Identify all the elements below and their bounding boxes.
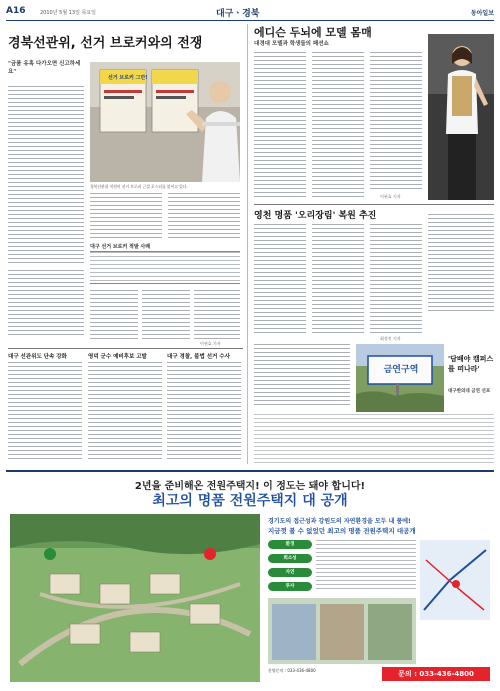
model-photo-illustration (428, 34, 494, 200)
lead-body-col1b (8, 270, 84, 338)
sign-photo-illustration (356, 344, 444, 412)
lead-photo (90, 62, 240, 182)
divider (8, 348, 243, 349)
short-story-2-body (88, 362, 162, 462)
section-title: 대구ㆍ경북 (216, 9, 260, 19)
lead-headline: 경북선관위, 선거 브로커와의 전쟁 (8, 36, 203, 51)
table-title: 대구 선거 브로커 적발 사례 (90, 244, 151, 250)
ad-pill-3: 자연 (268, 568, 312, 577)
feature-body-col2 (312, 52, 364, 200)
ad-right-title-1: 경기도의 접근성과 강원도의 자연환경을 모두 내 품에! (268, 518, 411, 525)
divider (254, 204, 494, 205)
lead-photo-caption: 경북선관위 직원이 선거 브로커 근절 포스터를 붙이고 있다. (90, 184, 188, 189)
lead-body-col3 (142, 290, 190, 340)
ad-phone-number[interactable]: 문의 : 033-436-4800 (382, 667, 490, 681)
newspaper-name: 동아일보 (470, 10, 494, 17)
right-bottom-listing (254, 414, 494, 464)
page-number: A16 (6, 6, 26, 16)
mid-right-body-lower (254, 344, 350, 408)
ad-location-illustration (420, 540, 490, 620)
feature-subhead: 대경대 모델과 학생들의 패션쇼 (254, 41, 329, 47)
advertisement (6, 470, 494, 685)
ad-location-map (420, 540, 490, 620)
ad-contact-info: 분양문의 : 033-436-4800 (268, 668, 316, 673)
lead-body-col2 (90, 290, 138, 340)
lead-body-col3-top (168, 193, 240, 241)
mid-right-headline: 영천 명품 '오리장림' 복원 추진 (254, 211, 377, 221)
ad-house-illustration (268, 598, 416, 664)
ad-feature-text (316, 540, 416, 592)
feature-body-col1 (254, 52, 306, 200)
ad-tagline: 2년을 준비해온 전원주택지! 이 정도는 돼야 합니다! (134, 481, 366, 492)
column-divider (247, 24, 248, 464)
lead-body-col2-top (90, 193, 162, 241)
short-story-1-body (8, 362, 82, 462)
ad-site-map (10, 514, 260, 682)
masthead (6, 5, 494, 21)
short-story-3-headline: 대구 경찰, 불법 선거 수사 (167, 354, 230, 360)
mid-right-byline: 최성진 기자 (380, 336, 401, 341)
feature-headline: 에디슨 두뇌에 모델 몸매 (254, 26, 372, 39)
model-photo (428, 34, 494, 200)
lead-subhead: "금품 유혹 다가오면 신고하세요" (8, 61, 81, 75)
sign-text: 금연구역 (383, 365, 419, 375)
feature-body-col3 (370, 52, 422, 192)
sign-photo (356, 344, 444, 412)
lead-byline: 이권효 기자 (200, 341, 221, 346)
lead-body-col4 (194, 290, 240, 340)
short-story-2-headline: 영덕 군수 예비후보 고발 (88, 354, 147, 360)
ad-right-title-2: 지금껏 볼 수 없었던 최고의 명품 전원주택지 대공개 (268, 527, 416, 535)
mid-right-body-col1 (254, 224, 306, 334)
ad-pill-1: 환경 (268, 540, 312, 549)
mid-right-body-col2 (312, 224, 364, 334)
ad-pill-4: 투자 (268, 582, 312, 591)
short-story-3-body (167, 362, 241, 462)
mid-right-body-col4 (428, 214, 494, 314)
short-story-1-headline: 대구 선관위도 단속 강화 (8, 354, 67, 360)
ad-title: 최고의 명품 전원주택지 대 공개 (152, 493, 348, 509)
data-table (90, 251, 240, 284)
poster-text: 선거 브로커 그만! (108, 75, 148, 81)
ad-pill-2: 희소성 (268, 554, 312, 563)
issue-date: 2010년 5월 13일 목요일 (40, 10, 97, 16)
feature-byline: 이권효 기자 (380, 194, 401, 199)
quote-headline: '담배야 캠퍼스를 떠나라' (448, 355, 494, 373)
lead-body-col1 (8, 86, 84, 266)
quote-subhead: 대구한의대 금연 선포 (448, 389, 491, 394)
mid-right-body-col3 (370, 224, 422, 334)
ad-site-illustration (10, 514, 260, 682)
ad-house-photos (268, 598, 416, 664)
